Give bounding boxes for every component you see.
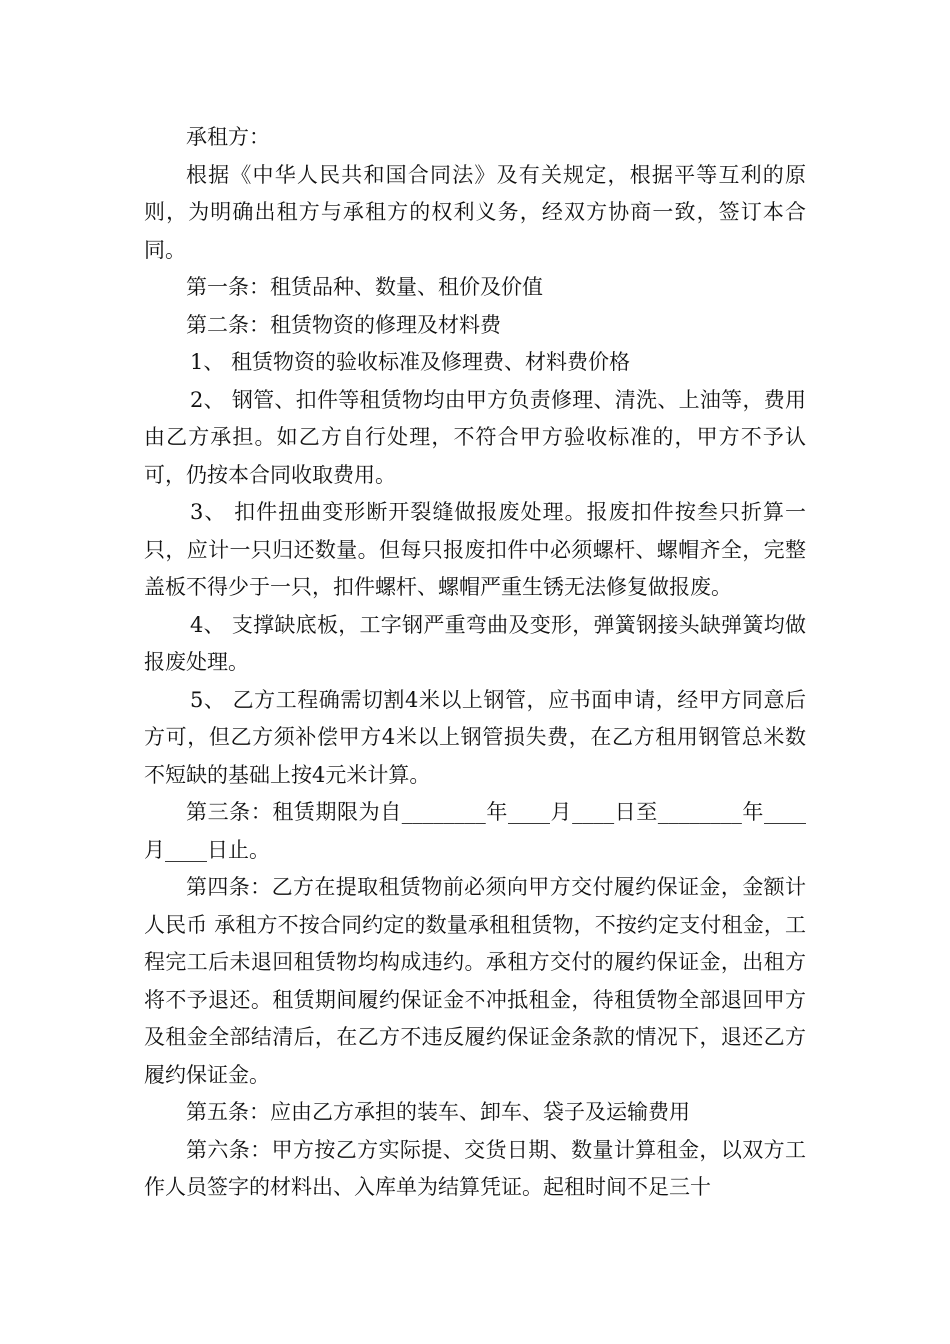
preamble-paragraph: 根据《中华人民共和国合同法》及有关规定，根据平等互利的原则，为明确出租方与承租方的权利义务，经双方协商一致，签订本合同。: [144, 162, 806, 262]
article-4-paragraph: 第四条：乙方在提取租赁物前必须向甲方交付履约保证金，金额计人民币 承租方不按合同约定的数量承租租赁物，不按约定支付租金，工程完工后未退回租赁物均构成违约。承租方交付的履约保证金，出租方将不予退还。租赁期间履约保证金不冲抵租金，待租赁物全部退回甲方及租金全部结清后，在乙方不违反履约保证金条款的情况下，退还乙方履约保证金。: [144, 875, 806, 1087]
article-2-heading: 第二条：租赁物资的修理及材料费: [186, 312, 501, 337]
document-body: [144, 119, 806, 1207]
article-3-paragraph: 第三条：租赁期限为自________年____月____日至________年____月____日止。: [144, 800, 806, 862]
article-1-heading: 第一条：租赁品种、数量、租价及价值: [186, 275, 543, 299]
article-6-paragraph: 第六条：甲方按乙方实际提、交货日期、数量计算租金，以双方工作人员签字的材料出、入库单为结算凭证。起租时间不足三十: [144, 1137, 806, 1199]
article-2-item-1: 1、 租赁物资的验收标准及修理费、材料费价格: [190, 350, 631, 374]
article-2-item-2: 2、 钢管、扣件等租赁物均由甲方负责修理、清洗、上油等，费用由乙方承担。如乙方自行处理，不符合甲方验收标准的，甲方不予认可，仍按本合同收取费用。: [144, 387, 806, 487]
article-2-item-4: 4、 支撑缺底板，工字钢严重弯曲及变形，弹簧钢接头缺弹簧均做报废处理。: [144, 612, 806, 674]
article-2-item-3: 3、 扣件扭曲变形断开裂缝做报废处理。报废扣件按叁只折算一只，应计一只归还数量。但每只报废扣件中必须螺杆、螺帽齐全，完整盖板不得少于一只，扣件螺杆、螺帽严重生锈无法修复做报废。: [144, 500, 806, 599]
article-2-item-5: 5、 乙方工程确需切割4米以上钢管，应书面申请，经甲方同意后方可，但乙方须补偿甲方4米以上钢管损失费，在乙方租用钢管总米数不短缺的基础上按4元米计算。: [144, 687, 806, 787]
lessee-line: 承租方：: [186, 125, 270, 149]
article-5-paragraph: 第五条：应由乙方承担的装车、卸车、袋子及运输费用: [186, 1100, 690, 1124]
